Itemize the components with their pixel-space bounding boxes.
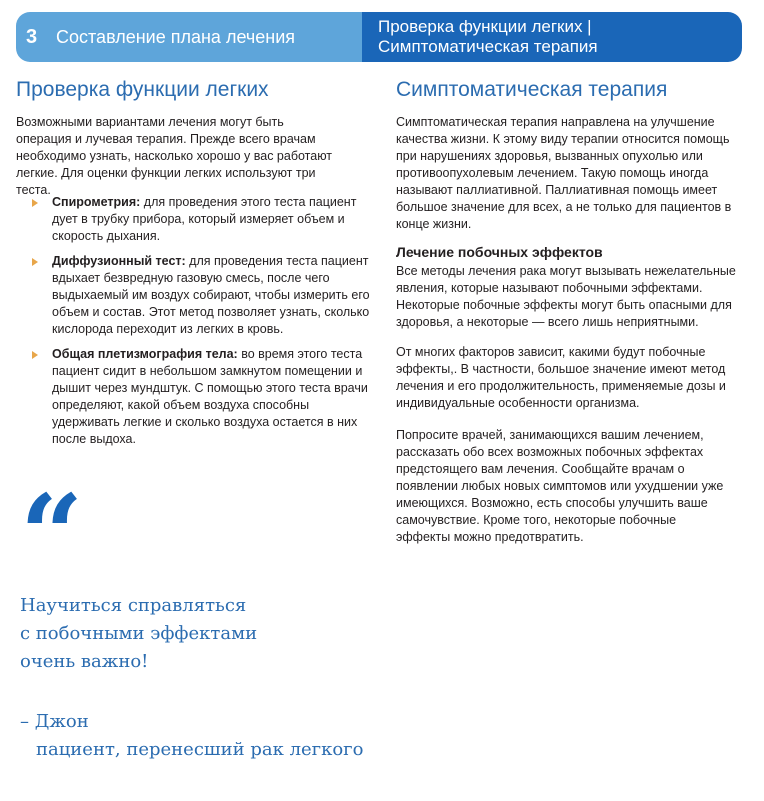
list-item xyxy=(32,346,372,448)
section-title-line1: Проверка функции легких | xyxy=(378,17,592,36)
side-effects-paragraph-1: Все методы лечения рака могут вызывать нежелательные явления, которые называют побочными эффектами. Некоторые побочные эффекты могут быть опасными для здоровья, а некоторые — всего лишь неприятными. xyxy=(396,264,736,329)
quote-text xyxy=(20,592,257,676)
side-effects-subheading: Лечение побочных эффектов xyxy=(396,244,603,260)
arrow-bullet-icon xyxy=(32,351,38,359)
arrow-bullet-icon xyxy=(32,258,38,266)
quote-author xyxy=(20,708,363,764)
bullet-term: Спирометрия: xyxy=(52,195,141,209)
bullet-term: Общая плетизмография тела: xyxy=(52,347,238,361)
symptomatic-therapy-heading: Симптоматическая терапия xyxy=(396,78,668,101)
lung-function-intro: Возможными вариантами лечения могут быть операция и лучевая терапия. Прежде всего врачам необходимо узнать, насколько хорошо у вас работают легкие. Для оценки функции легких используют три теста. xyxy=(16,115,333,197)
author-name: – Джон xyxy=(20,711,89,732)
side-effects-paragraph-2: От многих факторов зависит, какими будут побочные эффекты,. В частности, большое значение имеют метод лечения и его продолжительность, применяемые дозы и индивидуальные особенности организма. xyxy=(396,345,726,410)
quote-line: с побочными эффектами xyxy=(20,623,258,644)
lung-function-heading: Проверка функции легких xyxy=(16,78,269,101)
bullet-text: для проведения этого теста пациент дует в трубку прибора, который измеряет объем и скорость дыхания. xyxy=(52,195,357,243)
section-title-line2: Симптоматическая терапия xyxy=(378,37,598,56)
bullet-text: для проведения теста пациент вдыхает безвредную газовую смесь, после чего выдыхаемый им воздух собирают, чтобы измерить его объем и состав. Этот метод позволяет узнать, сколько кислорода переходит из легких в кровь. xyxy=(52,254,370,336)
bullet-term: Диффузионный тест: xyxy=(52,254,186,268)
quote-line: очень важно! xyxy=(20,651,149,672)
side-effects-paragraph-3: Попросите врачей, занимающихся вашим лечением, рассказать обо всех возможных побочных эффектах предстоящего вам лечения. Сообщайте врачам о появлении любых новых симптомов или ухудшении уже имеющихся. Возможно, есть способы улучшить ваше самочувствие. Кроме того, некоторые побочные эффекты можно предотвратить. xyxy=(396,428,724,544)
chapter-header xyxy=(16,12,742,62)
symptomatic-therapy-intro: Симптоматическая терапия направлена на улучшение качества жизни. К этому виду терапии относится помощь при нарушениях здоровья, вызванных опухолью или противоопухолевым лечением. Такую помощь иногда называют паллиативной. Паллиативная помощь имеет большое значение для всех, а не только для пациентов в конце жизни. xyxy=(396,115,732,231)
list-item xyxy=(32,253,372,338)
chapter-title: Составление плана лечения xyxy=(56,26,295,47)
chapter-tab xyxy=(16,12,362,62)
list-item xyxy=(32,194,372,245)
bullet-text: во время этого теста пациент сидит в небольшом замкнутом помещении и дышит через мундштук. С помощью этого теста врачи определяют, какой объем воздуха способны удерживать легкие и сколько воздуха остается в них после выдоха. xyxy=(52,347,368,446)
author-description: пациент, перенесший рак легкого xyxy=(36,739,364,760)
quote-line: Научиться справляться xyxy=(20,595,247,616)
section-title xyxy=(362,12,742,62)
arrow-bullet-icon xyxy=(32,199,38,207)
quote-mark-icon: “ xyxy=(20,470,84,599)
tests-list xyxy=(32,194,372,456)
chapter-number: 3 xyxy=(26,25,38,48)
